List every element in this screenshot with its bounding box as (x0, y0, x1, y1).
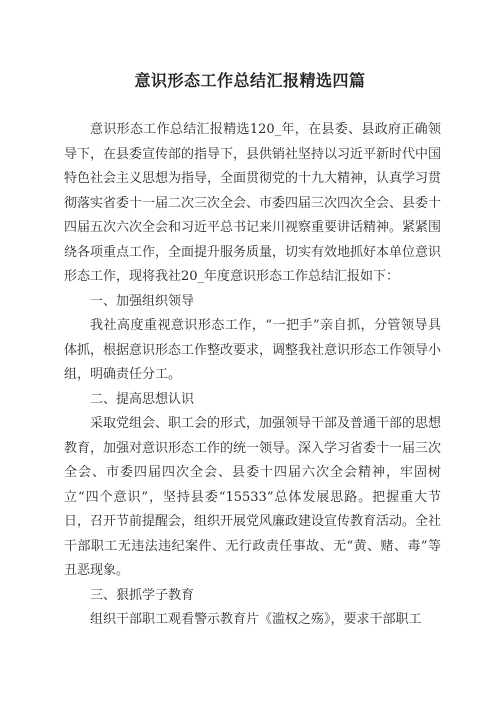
section-3-paragraph: 组织干部职工观看警示教育片《滥权之殇》，要求干部职工 (90, 612, 422, 627)
section-1-paragraph: 我社高度重视意识形态工作，“一把手”亲自抓，分管领导具体抓，根据意识形态工作整改要求，调整我社意识形态工作领导小组，明确责任分工。 (64, 318, 442, 382)
section-heading-2: 二、提高思想认识 (90, 391, 195, 407)
document-title: 意识形态工作总结汇报精选四篇 (134, 71, 366, 90)
section-2-paragraph: 采取党组会、职工会的形式，加强领导干部及普通干部的思想教育，加强对意识形态工作的统一领导。深入学习省委十一届三次全会、市委四届四次全会、县委十四届六次全会精神，牢固树立“四个意识”，坚持县委“15533”总体发展思路。把握重大节日，召开节前提醒会，组织开展党风廉政建设宣传教育活动。全社干部职工无违法违纪案件、无行政责任事故、无“黄、赌、毒”等丑恶现象。 (64, 416, 442, 578)
section-heading-3: 三、狠抓学子教育 (90, 587, 195, 603)
section-heading-1: 一、加强组织领导 (90, 293, 195, 309)
intro-paragraph: 意识形态工作总结汇报精选120_年，在县委、县政府正确领导下，在县委宣传部的指导下，县供销社坚持以习近平新时代中国特色社会主义思想为指导，全面贯彻党的十九大精神，认真学习贯彻落实省委十一届二次三次全会、市委四届三次四次全会、县委十四届五次六次全会和习近平总书记来川视察重要讲话精神。紧紧围绕各项重点工作，全面提升服务质量，切实有效地抓好本单位意识形态工作，现将我社20_年度意识形态工作总结汇报如下： (64, 122, 442, 284)
document-body (64, 118, 441, 633)
